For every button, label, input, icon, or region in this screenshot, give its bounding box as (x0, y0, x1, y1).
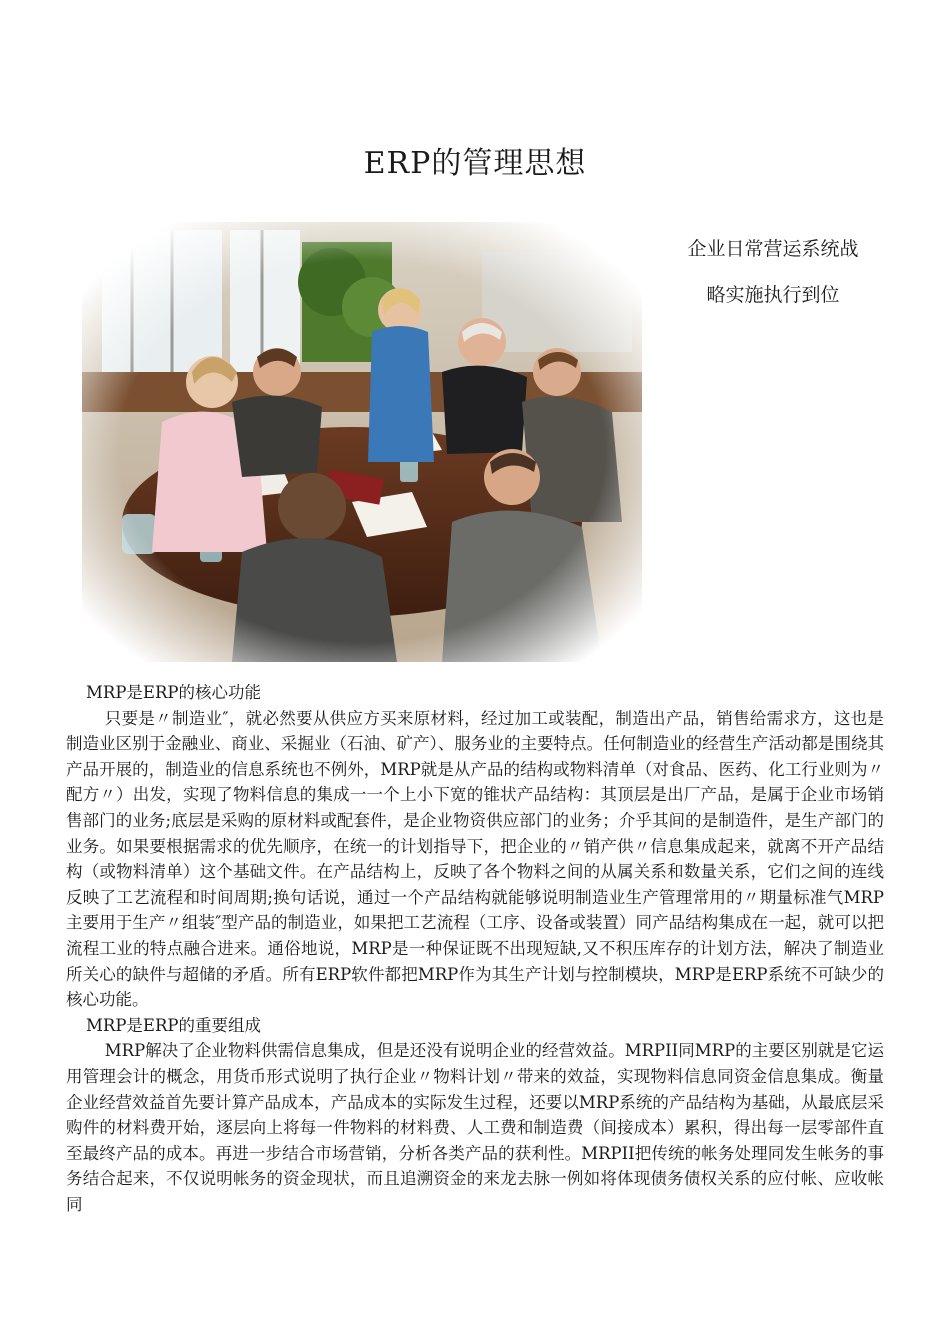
section-paragraph: MRP解决了企业物料供需信息集成，但是还没有说明企业的经营效益。MRPII同MRP的主要区别就是它运用管理会计的概念，用货币形式说明了执行企业〃物料计划〃带来的效益，实现物料信息同资金信息集成。衡量企业经营效益首先要计算产品成本，产品成本的实际发生过程，还要以MRP系统的产品结构为基础，从最底层采购件的材料费开始，逐层向上将每一件物料的材料费、人工费和制造费（间接成本）累积，得出每一层零部件直至最终产品的成本。再进一步结合市场营销，分析各类产品的获利性。MRPII把传统的帐务处理同发生帐务的事务结合起来，不仅说明帐务的资金现状，而且追溯资金的来龙去脉一例如将体现债务债权关系的应付帐、应收帐同 (66, 1041, 884, 1214)
meeting-photo (82, 222, 642, 662)
section-heading: MRP是ERP的核心功能 (86, 683, 261, 702)
photo-caption (668, 226, 878, 318)
article-body (66, 680, 884, 1217)
section-paragraph: 只要是〃制造业″，就必然要从供应方买来原材料，经过加工或装配，制造出产品，销售给需求方，这也是制造业区别于金融业、商业、采掘业（石油、矿产）、服务业的主要特点。任何制造业的经营生产活动都是围绕其产品开展的，制造业的信息系统也不例外，MRP就是从产品的结构或物料清单（对食品、医药、化工行业则为〃配方〃）出发，实现了物料信息的集成一一个上小下宽的锥状产品结构：其顶层是出厂产品，是属于企业市场销售部门的业务;底层是采购的原材料或配套件，是企业物资供应部门的业务；介乎其间的是制造件，是生产部门的业务。如果要根据需求的优先顺序，在统一的计划指导下，把企业的〃销产供〃信息集成起来，就离不开产品结构（或物料清单）这个基础文件。在产品结构上，反映了各个物料之间的从属关系和数量关系，它们之间的连线反映了工艺流程和时间周期;换句话说，通过一个产品结构就能够说明制造业生产管理常用的〃期量标准气MRP主要用于生产〃组装″型产品的制造业，如果把工艺流程（工序、设备或装置）同产品结构集成在一起，就可以把流程工业的特点融合进来。通俗地说，MRP是一种保证既不出现短缺,又不积压库存的计划方法，解决了制造业所关心的缺件与超储的矛盾。所有ERP软件都把MRP作为其生产计划与控制模块，MRP是ERP系统不可缺少的核心功能。 (66, 708, 884, 1010)
caption-line: 略实施执行到位 (706, 284, 840, 306)
caption-line: 企业日常营运系统战 (687, 238, 859, 260)
page-title: ERP的管理思想 (363, 146, 587, 181)
section-heading: MRP是ERP的重要组成 (86, 1015, 261, 1035)
